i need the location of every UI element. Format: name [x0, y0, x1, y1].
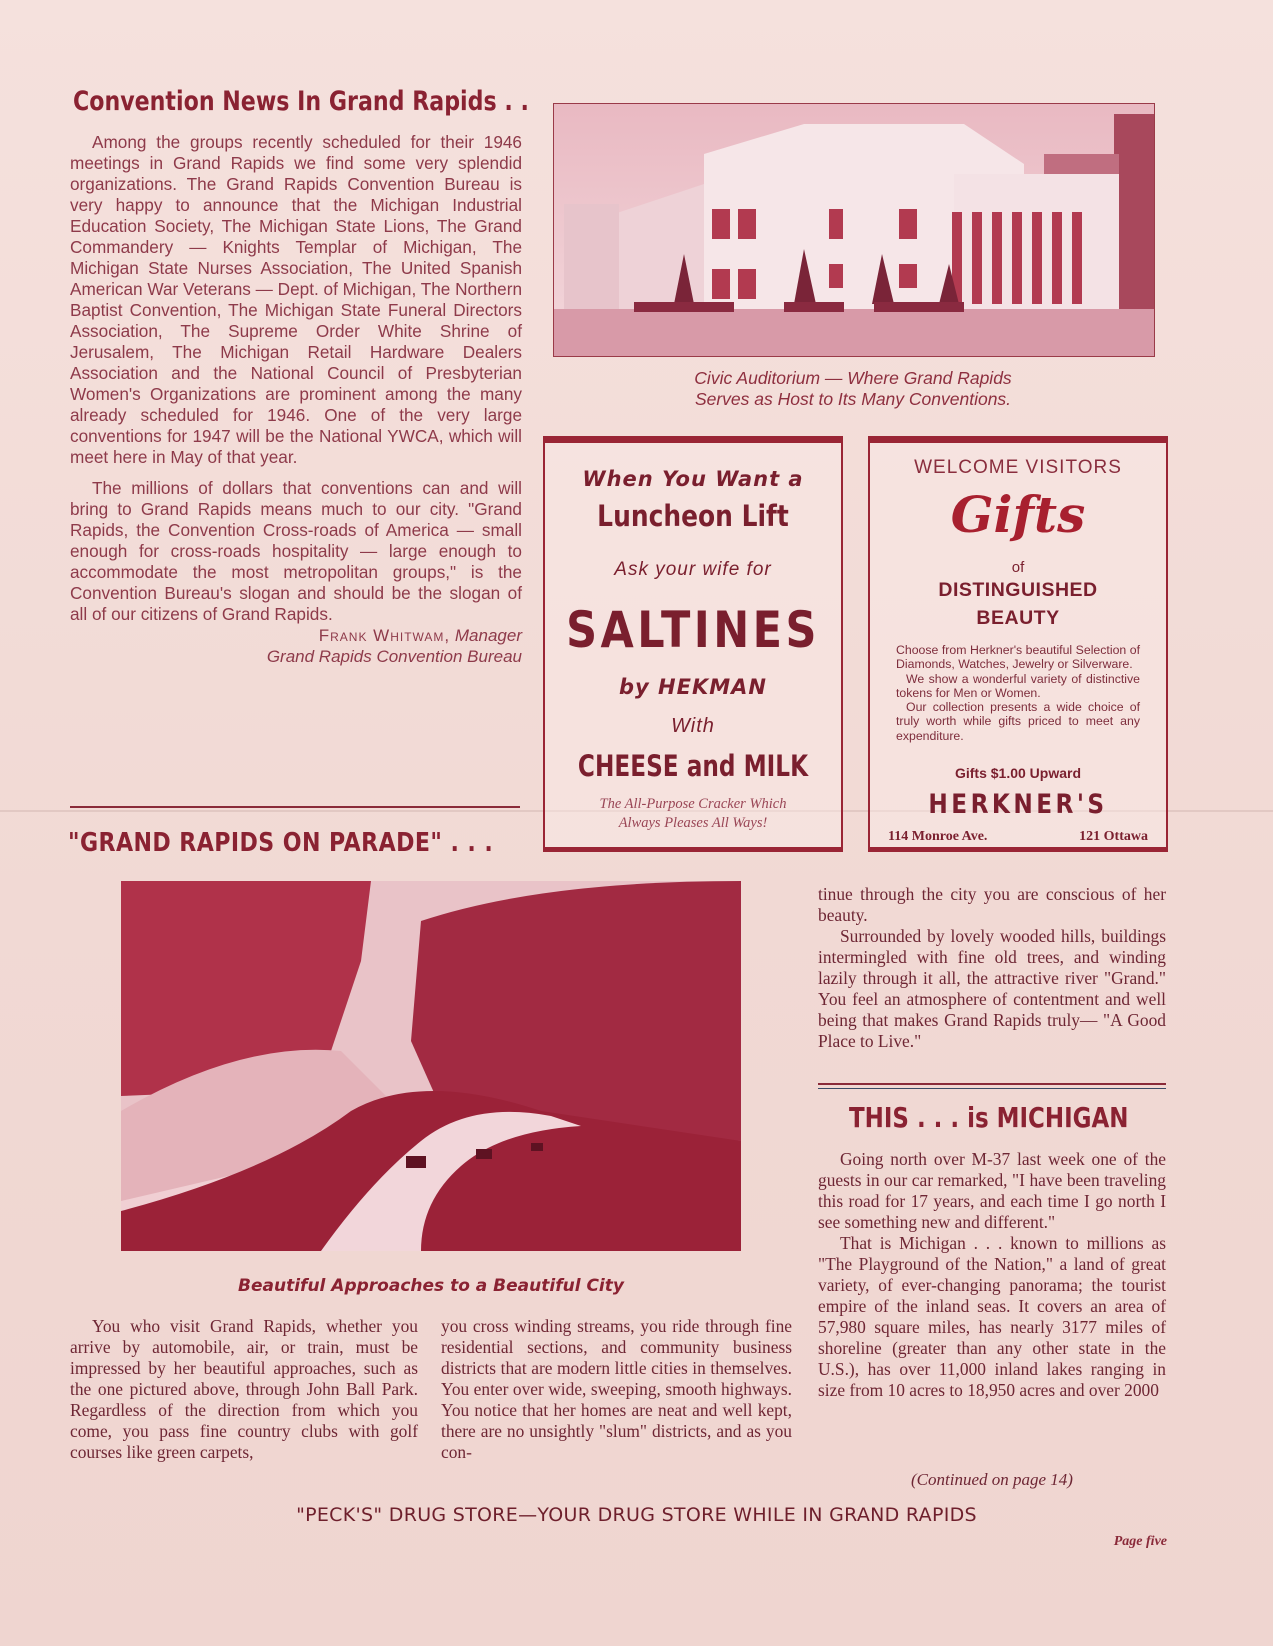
herkner-copy-1: Choose from Herkner's beautiful Selection of Diamonds, Watches, Jewelry or Silverware. [896, 643, 1140, 672]
herkner-price: Gifts $1.00 Upward [954, 765, 1082, 781]
john-ball-park-photo [121, 881, 741, 1251]
parade-column-1 [70, 1316, 418, 1463]
saltines-line-6: With [671, 715, 715, 737]
herkner-copy-3: Our collection presents a wide choice of truly worth while gifts priced to meet any expenditure. [896, 700, 1140, 743]
signature-org: Grand Rapids Convention Bureau [266, 647, 522, 666]
saltines-product-name: SALTINES [566, 601, 820, 659]
parade-column-3 [818, 884, 1166, 1052]
convention-headline: Convention News In Grand Rapids . . [73, 86, 529, 117]
continued-note: (Continued on page 14) [911, 1470, 1073, 1489]
herkner-address-2: 121 Ottawa [1079, 829, 1148, 844]
herkner-addresses [888, 829, 1148, 845]
park-caption: Beautiful Approaches to a Beautiful City [238, 1276, 624, 1296]
parade-column-3-text-2: Surrounded by lovely wooded hills, buildings intermingled with fine old trees, and winding lazily through it all, the attractive river "Grand." You feel an atmosphere of contentment and well being that makes Grand Rapids truly— "A Good Place to Live." [818, 926, 1166, 1051]
michigan-paragraph-1: Going north over M-37 last week one of the guests in our car remarked, "I have been traveling this road for 17 years, and each time I go north I see something new and different." [818, 1149, 1166, 1232]
herkners-advertisement [868, 436, 1168, 852]
saltines-line-2: Luncheon Lift [597, 499, 789, 533]
michigan-headline: THIS . . . is MICHIGAN [849, 1101, 1129, 1134]
parade-column-2 [441, 1316, 792, 1463]
saltines-brand: by HEKMAN [619, 675, 767, 699]
convention-paragraph-1: Among the groups recently scheduled for their 1946 meetings in Grand Rapids we find some very splendid organizations. The Grand Rapids Convention Bureau is very happy to announce that the Michigan Industrial Education Society, The Michigan State Lions, The Grand Commandery — Knights Templar of Michigan, The Michigan State Nurses Association, The United Spanish American War Veterans — Dept. of Michigan, The Northern Baptist Convention, The Michigan State Funeral Directors Association, The Supreme Order White Shrine of Jerusalem, The Michigan Retail Hardware Dealers Association and the National Council of Presbyterian Women's Organizations are prominent among the many already scheduled for 1946. One of the very large conventions for 1947 will be the National YWCA, which will meet here in May of that year. [70, 132, 522, 467]
saltines-tagline [561, 795, 825, 833]
parade-column-2-text: you cross winding streams, you ride through fine residential sections, and community business districts that are modern little cities in themselves. You enter over wide, sweeping, smooth highways. You notice that her homes are neat and well kept, there are no unsightly "slum" districts, and as you con- [441, 1316, 792, 1462]
michigan-divider-top [818, 1083, 1166, 1085]
herkner-brand: HERKNER'S [928, 789, 1108, 820]
saltines-advertisement [543, 436, 843, 852]
parade-column-1-text: You who visit Grand Rapids, whether you arrive by automobile, air, or train, must be impressed by her beautiful approaches, such as the one pictured above, through John Ball Park. Regardless of the direction from which you come, you pass fine country clubs with golf courses like green carpets, [70, 1316, 418, 1462]
parade-headline: "GRAND RAPIDS ON PARADE" . . . [68, 828, 494, 858]
page-number: Page five [1113, 1534, 1167, 1549]
auditorium-caption [553, 368, 1153, 410]
convention-paragraph-2: The millions of dollars that conventions can and will bring to Grand Rapids means much to our city. "Grand Rapids, the Convention Cross-roads of America — small enough for cross-roads hospitality — large enough to accommodate the most metropolitan groups," is the Convention Bureau's slogan and should be the slogan of all of our citizens of Grand Rapids. [70, 478, 522, 624]
convention-article [70, 132, 522, 667]
saltines-tagline-1: The All-Purpose Cracker Which [599, 796, 787, 812]
herkner-address-1: 114 Monroe Ave. [888, 829, 988, 844]
parade-column-3-text-1: tinue through the city you are conscious of her beauty. [818, 884, 1166, 925]
footer-banner: "PECK'S" DRUG STORE—YOUR DRUG STORE WHILE IN GRAND RAPIDS [296, 1504, 977, 1526]
saltines-line-3: Ask your wife for [614, 559, 772, 580]
saltines-tagline-2: Always Pleases All Ways! [618, 815, 768, 831]
herkner-copy-2: We show a wonderful variety of distinctive tokens for Men or Women. [896, 671, 1140, 700]
herkner-gifts-script: Gifts [950, 485, 1086, 544]
section-divider [70, 806, 520, 808]
herkner-of: of [1011, 559, 1025, 576]
michigan-divider-bottom [818, 1088, 1166, 1089]
herkner-copy [896, 643, 1140, 743]
saltines-line-7: CHEESE and MILK [577, 749, 809, 783]
michigan-paragraph-2: That is Michigan . . . known to millions as "The Playground of the Nation," a land of great variety, of ever-changing panorama; the tourist empire of the inland seas. It covers an area of 57,980 square miles, has nearly 3177 miles of shoreline (greater than any other state in the U.S.), has over 11,000 inland lakes ranging in size from 10 acres to 18,950 acres and over 2000 [818, 1233, 1166, 1400]
signature-name: Frank Whitwam, [318, 626, 451, 645]
michigan-article [818, 1149, 1166, 1401]
auditorium-caption-line-2: Serves as Host to Its Many Conventions. [694, 389, 1012, 409]
saltines-line-1: When You Want a [582, 467, 804, 491]
herkner-welcome: WELCOME VISITORS [914, 457, 1122, 478]
auditorium-caption-line-1: Civic Auditorium — Where Grand Rapids [694, 368, 1012, 388]
convention-signature [70, 625, 522, 667]
civic-auditorium-photo [553, 103, 1155, 357]
herkner-beauty: BEAUTY [976, 607, 1060, 629]
herkner-distinguished: DISTINGUISHED [938, 579, 1098, 601]
signature-role: Manager [454, 626, 522, 645]
